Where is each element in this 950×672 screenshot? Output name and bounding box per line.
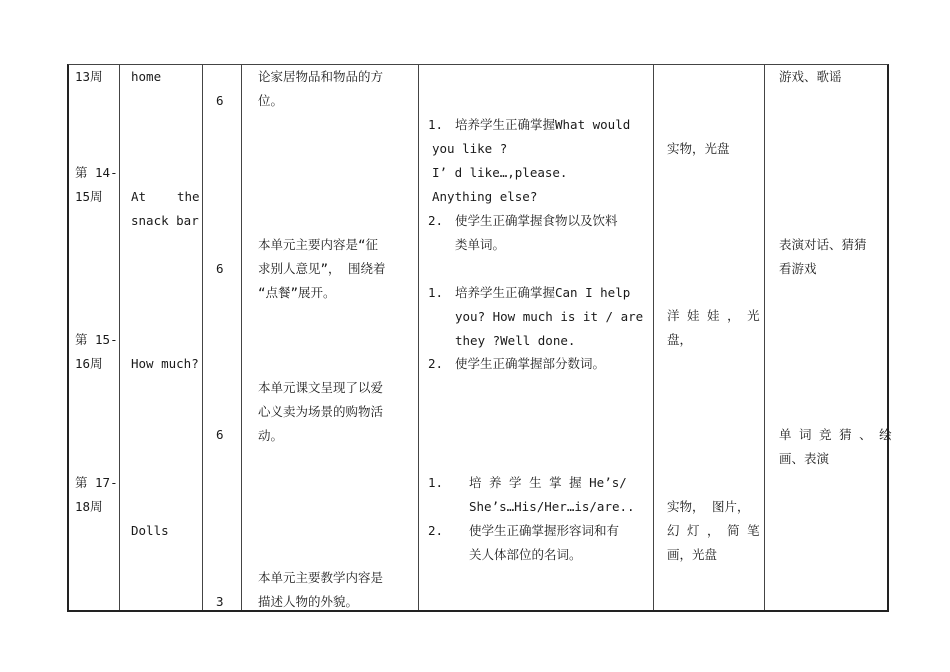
resource-block: [667, 304, 760, 352]
list-number: 2.: [428, 523, 444, 538]
objective-line: Anything else?: [432, 189, 538, 204]
content-line: 本单元课文呈现了以爱: [258, 380, 384, 395]
objective-line: 使学生正确掌握部分数词。: [455, 356, 606, 371]
week-label: 第 15-: [75, 332, 118, 347]
objective-line: 类单词。: [455, 237, 506, 252]
content-line: 心义卖为场景的购物活: [258, 404, 384, 419]
activity-line: 画、表演: [779, 451, 830, 466]
activity-text: 游戏、歌谣: [779, 69, 842, 84]
content-block: [258, 233, 386, 305]
content-line: 动。: [258, 428, 284, 443]
list-number: 2.: [428, 213, 444, 228]
objective-line: 使学生正确掌握形容词和有: [469, 523, 620, 538]
objective-line: 培 养 学 生 掌 握 He’s/: [469, 475, 627, 490]
objective-block: [455, 113, 630, 137]
resource-line: 画，光盘: [667, 547, 718, 562]
column-divider: [241, 65, 242, 610]
unit-title: snack bar: [131, 213, 199, 228]
activity-line: 看游戏: [779, 261, 817, 276]
unit-title: home: [131, 69, 162, 84]
objective-block: [469, 519, 619, 567]
content-line: 本单元主要教学内容是: [258, 570, 384, 585]
objective-block: [469, 471, 627, 495]
column-divider: [418, 65, 419, 610]
content-block: [258, 65, 383, 113]
objective-line: you like ?: [432, 141, 508, 156]
resource-text: 实物，光盘: [667, 141, 730, 156]
list-number: 2.: [428, 356, 444, 371]
content-line: 本单元主要内容是“征: [258, 237, 379, 252]
activity-line: 单 词 竞 猜 、 绘: [779, 427, 892, 442]
hours-value: 6: [216, 93, 224, 108]
objective-line: 使学生正确掌握食物以及饮料: [455, 213, 618, 228]
unit-title: Dolls: [131, 523, 169, 538]
resource-line: 盘，: [667, 332, 693, 347]
list-number: 1.: [428, 117, 444, 132]
week-label: 第 17-: [75, 475, 118, 490]
objective-line: I’ d like…,please.: [432, 165, 568, 180]
objective-line: 培养学生正确掌握Can I help: [455, 285, 631, 300]
week-label: 第 14-: [75, 165, 118, 180]
resource-block: [667, 495, 760, 567]
objective-line: 关人体部位的名词。: [469, 547, 582, 562]
objective-line: She’s…His/Her…is/are..: [469, 499, 635, 514]
week-label: 15周: [75, 189, 103, 204]
hours-value: 6: [216, 427, 224, 442]
objective-line: you? How much is it / are: [455, 309, 644, 324]
content-block: [258, 376, 383, 448]
objective-block: [455, 352, 605, 376]
week-label: 13周: [75, 69, 103, 84]
activity-line: 表演对话、猜猜: [779, 237, 867, 252]
content-line: 位。: [258, 93, 284, 108]
column-divider: [764, 65, 765, 610]
objective-block: [469, 495, 635, 519]
week-label: 16周: [75, 356, 103, 371]
content-line: 论家居物品和物品的方: [258, 69, 384, 84]
activity-block: [779, 233, 867, 281]
column-divider: [202, 65, 203, 610]
unit-title: How much?: [131, 356, 199, 371]
hours-value: 3: [216, 594, 224, 609]
objective-block: [455, 305, 643, 353]
resource-line: 实物， 图片，: [667, 499, 750, 514]
resource-line: 洋 娃 娃 ， 光: [667, 308, 760, 323]
content-line: “点餐”展开。: [258, 285, 336, 300]
resource-line: 幻 灯 ， 简 笔: [667, 523, 760, 538]
unit-title: At: [131, 189, 147, 204]
content-block: [258, 566, 383, 614]
hours-value: 6: [216, 261, 224, 276]
list-number: 1.: [428, 475, 444, 490]
schedule-table: [67, 64, 892, 612]
objective-block: [432, 137, 567, 209]
objective-line: 培养学生正确掌握What would: [455, 117, 631, 132]
content-line: 求别人意见”， 围绕着: [258, 261, 386, 276]
objective-line: they ?Well done.: [455, 333, 576, 348]
content-line: 描述人物的外貌。: [258, 594, 359, 609]
week-label: 18周: [75, 499, 103, 514]
unit-title: the: [177, 189, 200, 204]
activity-block: [779, 423, 892, 471]
list-number: 1.: [428, 285, 444, 300]
objective-block: [455, 281, 630, 305]
column-divider: [119, 65, 120, 610]
column-divider: [653, 65, 654, 610]
objective-block: [455, 209, 618, 257]
